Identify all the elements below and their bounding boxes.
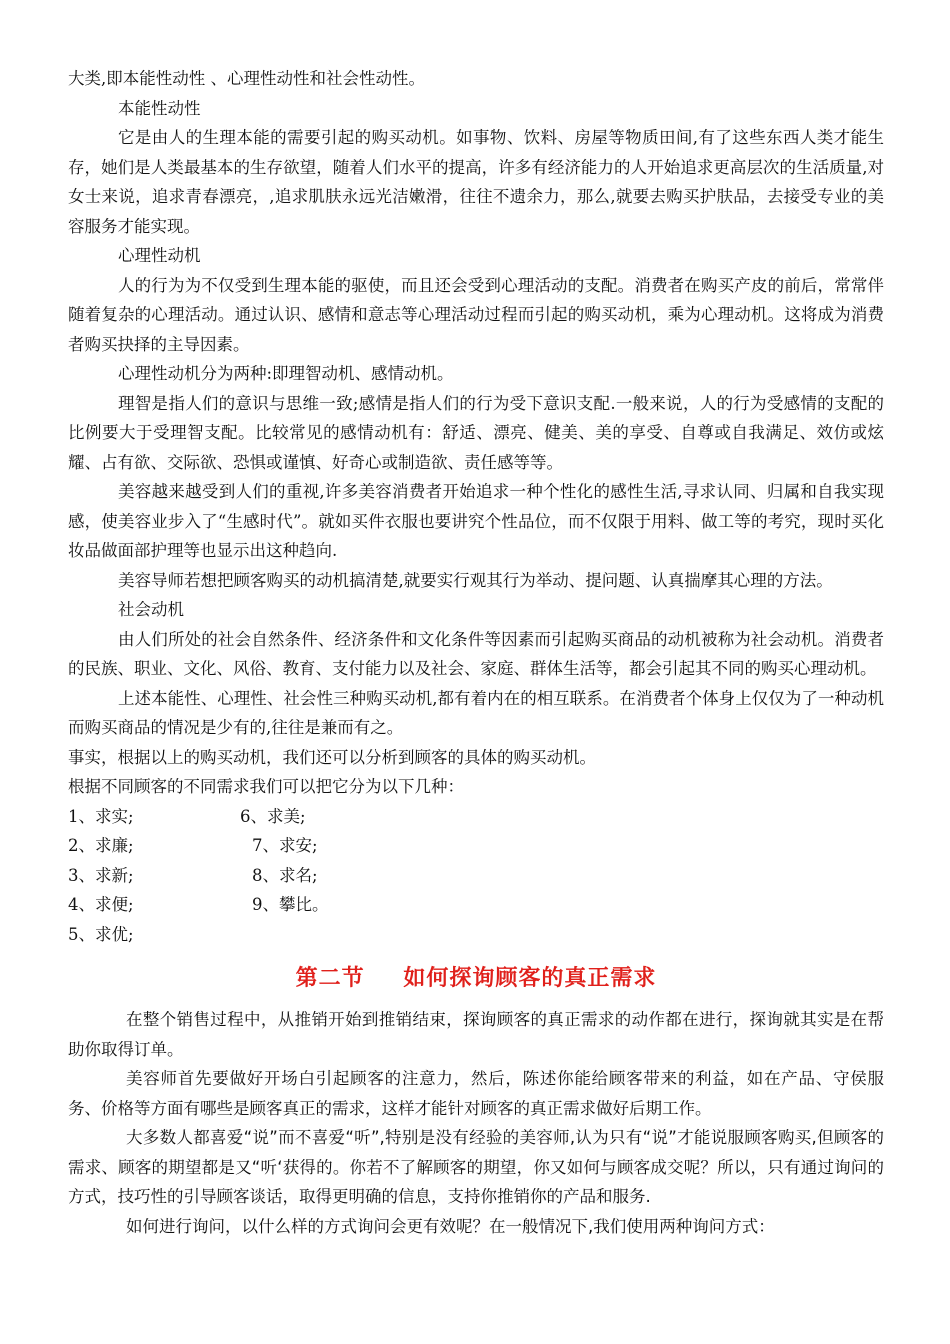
list-item: [68, 861, 884, 891]
list-item: [68, 802, 884, 832]
paragraph: 美容越来越受到人们的重视,许多美容消费者开始追求一种个性化的感性生活,寻求认同、归属和自我实现感，使美容业步入了“生感时代”。就如买件衣服也要讲究个性品位，而不仅限于用料、做工等的考究，现时买化妆品做面部护理等也显示出这种趋向.: [68, 482, 884, 560]
list-item: [68, 890, 884, 920]
list-item-left: 3、求新;: [68, 865, 134, 885]
list-item-left: 1、求实;: [68, 806, 134, 826]
list-item: [68, 831, 884, 861]
list-item-right: 9、攀比。: [252, 895, 329, 914]
paragraph: 心理性动机分为两种:即理智动机、感情动机。: [118, 364, 454, 383]
paragraph: 大多数人都喜爱“说”而不喜爱“听”,特别是没有经验的美容师,认为只有“说”才能说服顾客购买,但顾客的需求、顾客的期望都是又“听‘获得的。你若不了解顾客的期望，你又如何与顾客成交呢？所以，只有通过询问的方式，技巧性的引导顾客谈话，取得更明确的信息，支持你推销你的产品和服务.: [68, 1128, 884, 1206]
paragraph: 如何进行询问，以什么样的方式询问会更有效呢？在一般情况下,我们使用两种询问方式：: [126, 1216, 775, 1236]
paragraph: 理智是指人们的意识与思维一致;感情是指人们的行为受下意识支配.一般来说，人的行为受感情的支配的比例要大于受理智支配。比较常见的感情动机有：舒适、漂亮、健美、美的享受、自尊或自我满足、效仿或炫耀、占有欲、交际欲、恐惧或谨慎、好奇心或制造欲、责任感等等。: [68, 393, 884, 472]
paragraph: 事实，根据以上的购买动机，我们还可以分析到顾客的具体的购买动机。: [68, 747, 596, 767]
list-item-left: 5、求优;: [68, 924, 134, 944]
paragraph: 人的行为为不仅受到生理本能的驱使，而且还会受到心理活动的支配。消费者在购买产皮的前后，常常伴随着复杂的心理活动。通过认识、感情和意志等心理活动过程而引起的购买动机，乘为心理动机。这将成为消费者购买抉择的主导因素。: [68, 275, 884, 354]
paragraph: 它是由人的生理本能的需要引起的购买动机。如事物、饮料、房屋等物质田间,有了这些东西人类才能生存，她们是人类最基本的生存欲望，随着人们水平的提高，许多有经济能力的人开始追求更高层次的生活质量,对女士来说，追求青春漂亮，,追求肌肤永远光洁嫩滑，往往不遗余力，那么,就要去购买护肤品，去接受专业的美容服务才能实现。: [68, 128, 884, 236]
paragraph: 根据不同顾客的不同需求我们可以把它分为以下几种：: [68, 777, 464, 796]
paragraph: 美容导师若想把顾客购买的动机搞清楚,就要实行观其行为举动、提问题、认真揣摩其心理的方法。: [118, 570, 833, 590]
list-item: [68, 920, 884, 950]
subheading-psychological: 心理性动机: [118, 246, 201, 265]
paragraph: 大类,即本能性动性 、心理性动性和社会性动性。: [68, 69, 425, 88]
list-item-right: 8、求名;: [252, 865, 318, 885]
section-title: 第二节 如何探询顾客的真正需求: [295, 966, 657, 991]
subheading-instinct: 本能性动性: [118, 98, 201, 118]
needs-list: [68, 802, 884, 950]
paragraph: 美容师首先要做好开场白引起顾客的注意力，然后，陈述你能给顾客带来的利益，如在产品、守侯服务、价格等方面有哪些是顾客真正的需求，这样才能针对顾客的真正需求做好后期工作。: [68, 1069, 884, 1118]
paragraph: 上述本能性、心理性、社会性三种购买动机,都有着内在的相互联系。在消费者个体身上仅仅为了一种动机而购买商品的情况是少有的,往往是兼而有之。: [68, 688, 884, 737]
paragraph: 在整个销售过程中，从推销开始到推销结束，探询顾客的真正需求的动作都在进行，探询就其实是在帮助你取得订单。: [68, 1010, 884, 1059]
section-body: [68, 1005, 884, 1241]
subheading-social: 社会动机: [118, 600, 184, 619]
paragraph: 由人们所处的社会自然条件、经济条件和文化条件等因素而引起购买商品的动机被称为社会动机。消费者的民族、职业、文化、风俗、教育、支付能力以及社会、家庭、群体生活等，都会引起其不同的购买心理动机。: [68, 629, 884, 678]
list-item-left: 2、求廉;: [68, 836, 134, 855]
list-item-left: 4、求便;: [68, 895, 134, 914]
list-item-right: 7、求安;: [252, 836, 318, 855]
list-item-right: 6、求美;: [240, 806, 306, 826]
